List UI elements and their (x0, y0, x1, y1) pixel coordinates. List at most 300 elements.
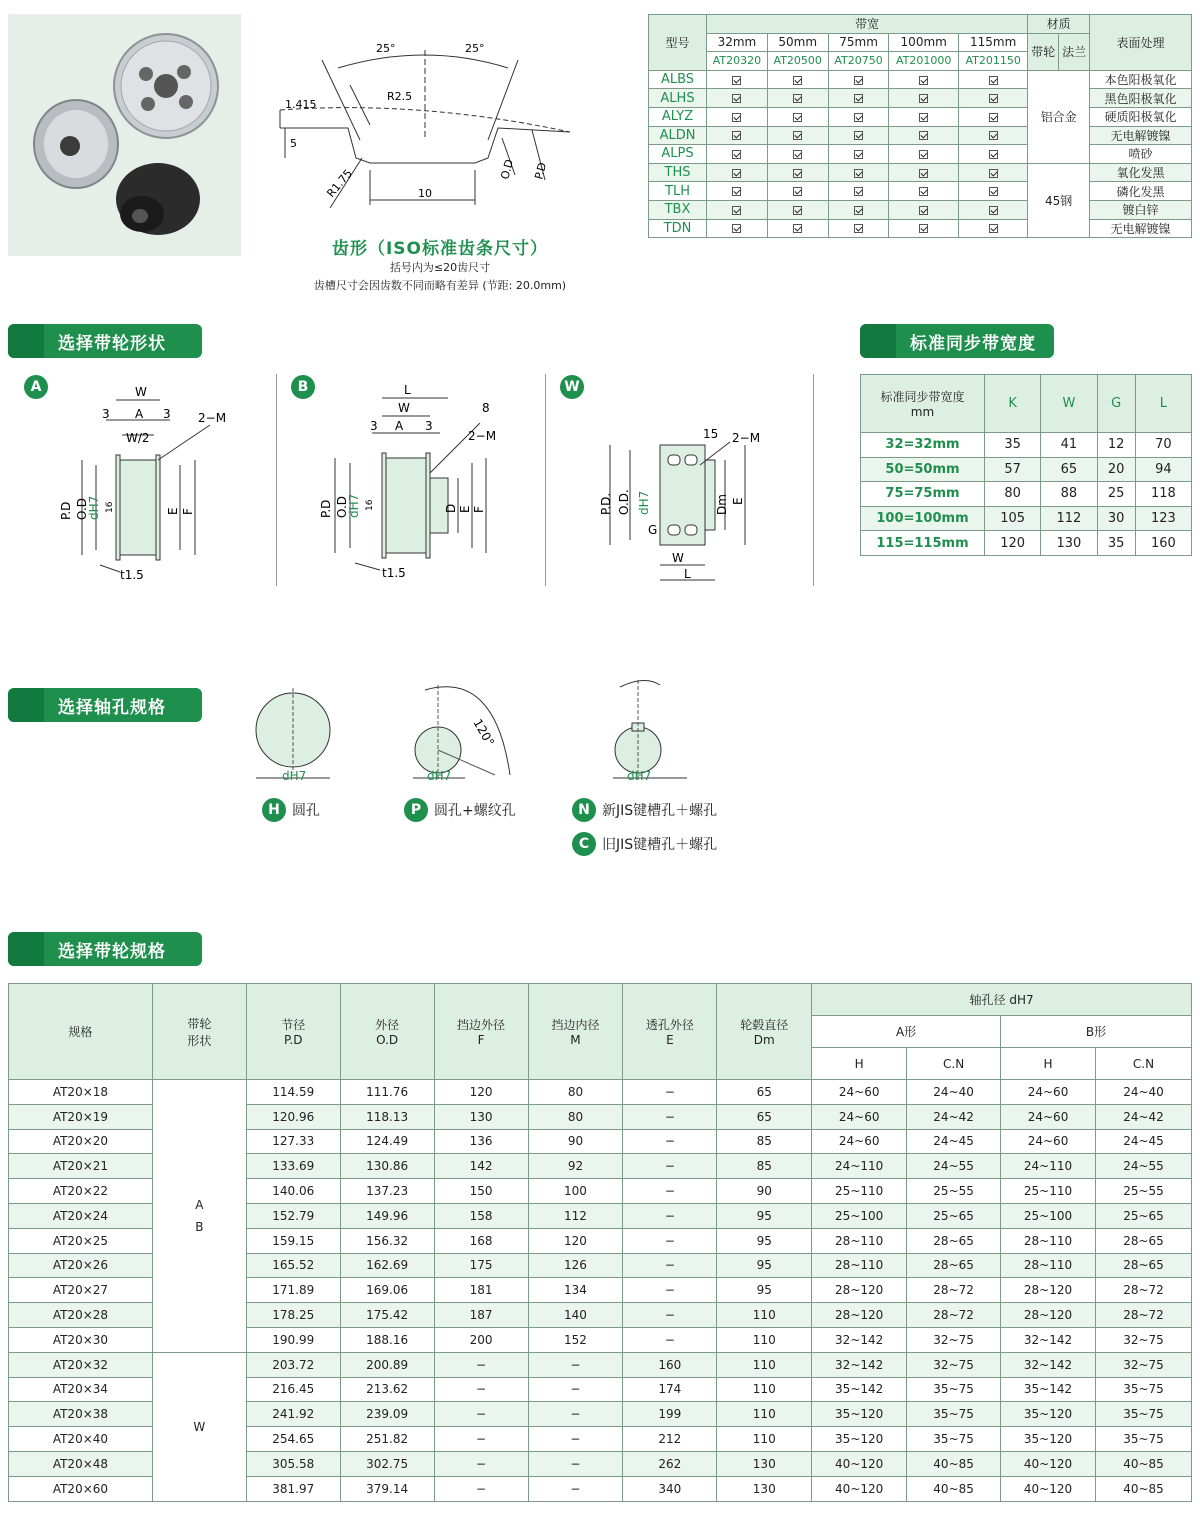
bore-p-option (404, 798, 516, 822)
width-32: 32mm (707, 33, 768, 52)
a-dim-2m: 2−M (198, 411, 227, 425)
checkbox-icon (732, 187, 741, 196)
width-code-115: AT201150 (958, 52, 1027, 71)
spec-code: AT20×25 (9, 1228, 153, 1253)
width-50: 50mm (767, 33, 828, 52)
spec-value: 152.79 (246, 1203, 340, 1228)
width-code-100: AT201000 (889, 52, 958, 71)
spec-code: AT20×30 (9, 1327, 153, 1352)
width-h-col: G (1097, 375, 1135, 433)
a-dim-3l: 3 (102, 407, 110, 421)
spec-value: 90 (528, 1129, 623, 1154)
spec-h-f: 挡边外径 F (434, 984, 528, 1080)
a-dim-f: F (181, 508, 195, 515)
spec-value: 28~120 (812, 1278, 907, 1303)
checkbox-icon (989, 187, 998, 196)
checkbox-icon (989, 150, 998, 159)
material-row (649, 219, 1192, 238)
spec-h-a-cn: C.N (907, 1048, 1001, 1080)
checkbox-icon (919, 94, 928, 103)
spec-value: 24~42 (1096, 1104, 1192, 1129)
spec-value: − (434, 1476, 528, 1501)
a-dim-t15: t1.5 (120, 568, 144, 582)
spec-value: 80 (528, 1104, 623, 1129)
header-surface: 表面处理 (1090, 15, 1192, 71)
spec-value: 28~65 (1096, 1228, 1192, 1253)
checkbox-icon (989, 113, 998, 122)
bore-n-label: 新JIS键槽孔＋螺孔 (602, 803, 718, 819)
spec-value: − (528, 1352, 623, 1377)
material-steel: 45钢 (1028, 163, 1090, 237)
spec-value: 24~40 (1096, 1080, 1192, 1105)
spec-value: 169.06 (340, 1278, 434, 1303)
spec-value: − (434, 1352, 528, 1377)
material-row (649, 163, 1192, 182)
bore-h-badge: H (262, 798, 286, 822)
width-check (958, 200, 1027, 219)
spec-value: 168 (434, 1228, 528, 1253)
header-model: 型号 (649, 15, 707, 71)
spec-value: − (434, 1402, 528, 1427)
width-check (767, 89, 828, 108)
belt-width-table (860, 374, 1192, 556)
checkbox-icon (793, 76, 802, 85)
checkbox-icon (854, 150, 863, 159)
spec-value: 90 (717, 1179, 812, 1204)
spec-value: 142 (434, 1154, 528, 1179)
spec-value: 40~85 (1096, 1451, 1192, 1476)
spec-value: 35~75 (907, 1377, 1001, 1402)
checkbox-icon (793, 113, 802, 122)
width-check (828, 70, 889, 89)
width-75: 75mm (828, 33, 889, 52)
dim-r25: R2.5 (387, 90, 413, 103)
spec-value: 35~75 (1096, 1377, 1192, 1402)
tooth-note-2: 齿槽尺寸会因齿数不同而略有差异 (节距: 20.0mm) (313, 279, 567, 292)
spec-value: 130 (717, 1476, 812, 1501)
spec-value: − (623, 1203, 717, 1228)
spec-value: 28~65 (907, 1253, 1001, 1278)
model-code: TDN (649, 219, 707, 238)
spec-value: 110 (717, 1377, 812, 1402)
shape-b-text: B (195, 1219, 204, 1234)
header-material: 材质 (1028, 15, 1090, 34)
checkbox-icon (732, 206, 741, 215)
width-check (707, 219, 768, 238)
spec-value: 150 (434, 1179, 528, 1204)
spec-value: − (434, 1427, 528, 1452)
b-dim-f: F (472, 506, 486, 513)
divider-bw (545, 374, 546, 586)
section-shape-title: 选择带轮形状 (58, 333, 166, 354)
surface-treatment: 磷化发黑 (1090, 182, 1192, 201)
width-key: 75=75mm (861, 482, 985, 507)
spec-value: 159.15 (246, 1228, 340, 1253)
width-value: 88 (1041, 482, 1097, 507)
spec-code: AT20×34 (9, 1377, 153, 1402)
checkbox-icon (793, 169, 802, 178)
spec-value: 199 (623, 1402, 717, 1427)
spec-value: − (623, 1129, 717, 1154)
bore-c-label: 旧JIS键槽孔＋螺孔 (602, 837, 718, 853)
spec-value: − (623, 1154, 717, 1179)
width-check (707, 145, 768, 164)
width-h-col: L (1135, 375, 1191, 433)
w-dim-w: W (672, 551, 684, 565)
material-row (649, 182, 1192, 201)
surface-treatment: 氧化发黑 (1090, 163, 1192, 182)
spec-value: 28~120 (812, 1303, 907, 1328)
width-value: 25 (1097, 482, 1135, 507)
a-dim-od: O.D (75, 497, 89, 520)
width-code-75: AT20750 (828, 52, 889, 71)
bore-h-diagram (250, 688, 340, 783)
checkbox-icon (793, 131, 802, 140)
surface-treatment: 无电解镀镍 (1090, 219, 1192, 238)
width-row (861, 531, 1192, 556)
w-dim-15: 15 (703, 427, 719, 441)
mat-pulley: 带轮 (1028, 33, 1059, 70)
width-check (828, 145, 889, 164)
spec-value: 190.99 (246, 1327, 340, 1352)
spec-value: 28~72 (1096, 1303, 1192, 1328)
material-row (649, 107, 1192, 126)
pulley-spec-table (8, 983, 1192, 1502)
spec-value: 178.25 (246, 1303, 340, 1328)
spec-value: − (434, 1377, 528, 1402)
spec-value: − (528, 1476, 623, 1501)
spec-value: 28~120 (1001, 1303, 1096, 1328)
checkbox-icon (854, 76, 863, 85)
width-key: 115=115mm (861, 531, 985, 556)
spec-value: 85 (717, 1154, 812, 1179)
spec-value: 239.09 (340, 1402, 434, 1427)
small-pulley-icon (34, 100, 118, 188)
width-check (889, 145, 958, 164)
b-dim-e: E (458, 505, 472, 513)
spec-value: 212 (623, 1427, 717, 1452)
width-key: 100=100mm (861, 506, 985, 531)
section-bore-title: 选择轴孔规格 (58, 697, 166, 718)
width-h-label: 标准同步带宽度 mm (861, 375, 985, 433)
spec-value: 35~120 (812, 1402, 907, 1427)
material-row (649, 200, 1192, 219)
width-check (958, 219, 1027, 238)
spec-h-od: 外径 O.D (340, 984, 434, 1080)
a-dim-w2: W/2 (126, 431, 150, 445)
spec-code: AT20×22 (9, 1179, 153, 1204)
header-width: 带宽 (707, 15, 1028, 34)
checkbox-icon (919, 206, 928, 215)
checkbox-icon (732, 76, 741, 85)
spec-value: 40~85 (1096, 1476, 1192, 1501)
width-value: 65 (1041, 457, 1097, 482)
spec-value: 120 (528, 1228, 623, 1253)
black-pulley-icon (116, 163, 200, 235)
spec-code: AT20×48 (9, 1451, 153, 1476)
spec-h-a: A形 (812, 1016, 1001, 1048)
spec-value: 28~110 (1001, 1253, 1096, 1278)
spec-code: AT20×19 (9, 1104, 153, 1129)
shape-w-diagram (590, 420, 790, 590)
spec-value: 160 (623, 1352, 717, 1377)
spec-value: 35~142 (1001, 1377, 1096, 1402)
spec-value: − (528, 1402, 623, 1427)
checkbox-icon (793, 187, 802, 196)
width-h-col: K (985, 375, 1041, 433)
b-dim-l: L (404, 383, 411, 397)
model-code: TLH (649, 182, 707, 201)
a-dim-pd: P.D (59, 501, 73, 520)
shape-a-diagram (40, 380, 240, 590)
checkbox-icon (919, 169, 928, 178)
width-code-50: AT20500 (767, 52, 828, 71)
width-check (958, 70, 1027, 89)
model-code: ALDN (649, 126, 707, 145)
checkbox-icon (732, 169, 741, 178)
spec-value: 381.97 (246, 1476, 340, 1501)
checkbox-icon (989, 76, 998, 85)
divider-w-end (813, 374, 814, 586)
spec-value: 35~120 (812, 1427, 907, 1452)
checkbox-icon (989, 94, 998, 103)
checkbox-icon (793, 206, 802, 215)
b-dim-dh7: dH7 (347, 493, 361, 518)
width-value: 20 (1097, 457, 1135, 482)
width-check (828, 219, 889, 238)
spec-value: 24~42 (907, 1104, 1001, 1129)
spec-value: 32~142 (1001, 1352, 1096, 1377)
spec-value: − (623, 1327, 717, 1352)
dim-od: O.D (498, 157, 517, 181)
spec-shape-w: W (152, 1352, 246, 1501)
width-check (889, 182, 958, 201)
b-dim-a: A (395, 419, 404, 433)
b-dim-od: O.D (335, 495, 349, 518)
spec-value: 28~110 (812, 1228, 907, 1253)
material-row (649, 145, 1192, 164)
material-row (649, 89, 1192, 108)
width-check (828, 200, 889, 219)
bore-h-dh7: dH7 (282, 769, 307, 783)
checkbox-icon (989, 169, 998, 178)
checkbox-icon (919, 224, 928, 233)
material-row (649, 126, 1192, 145)
spec-value: 35~120 (1001, 1427, 1096, 1452)
width-check (889, 89, 958, 108)
a-dim-16: 16 (105, 501, 115, 513)
surface-treatment: 本色阳极氧化 (1090, 70, 1192, 89)
spec-value: − (623, 1228, 717, 1253)
width-value: 123 (1135, 506, 1191, 531)
spec-value: 32~75 (907, 1352, 1001, 1377)
width-check (828, 163, 889, 182)
model-code: ALBS (649, 70, 707, 89)
spec-h-dm: 轮毂直径 Dm (717, 984, 812, 1080)
spec-value: − (623, 1253, 717, 1278)
spec-h-b-cn: C.N (1096, 1048, 1192, 1080)
spec-value: 111.76 (340, 1080, 434, 1105)
w-dim-e: E (731, 497, 745, 505)
checkbox-icon (854, 169, 863, 178)
width-value: 94 (1135, 457, 1191, 482)
spec-value: 216.45 (246, 1377, 340, 1402)
divider-ab (276, 374, 277, 586)
width-check (958, 182, 1027, 201)
checkbox-icon (732, 131, 741, 140)
spec-value: 110 (717, 1427, 812, 1452)
spec-value: 85 (717, 1129, 812, 1154)
bore-n-option (572, 798, 717, 822)
spec-value: 35~120 (1001, 1402, 1096, 1427)
width-100: 100mm (889, 33, 958, 52)
width-check (707, 126, 768, 145)
spec-h-b: B形 (1001, 1016, 1192, 1048)
width-code-32: AT20320 (707, 52, 768, 71)
spec-value: 254.65 (246, 1427, 340, 1452)
width-check (958, 163, 1027, 182)
spec-value: 25~100 (812, 1203, 907, 1228)
b-dim-3l: 3 (370, 419, 378, 433)
spec-value: 171.89 (246, 1278, 340, 1303)
spec-code: AT20×24 (9, 1203, 153, 1228)
bore-h-label: 圆孔 (292, 803, 320, 819)
b-dim-8: 8 (482, 401, 490, 415)
spec-value: 302.75 (340, 1451, 434, 1476)
spec-value: 28~65 (907, 1228, 1001, 1253)
width-check (889, 200, 958, 219)
spec-value: 262 (623, 1451, 717, 1476)
width-key: 32=32mm (861, 433, 985, 458)
spec-value: 35~75 (907, 1427, 1001, 1452)
section-width-title: 标准同步带宽度 (910, 333, 1036, 354)
spec-value: 24~110 (812, 1154, 907, 1179)
spec-value: 35~75 (1096, 1402, 1192, 1427)
spec-value: 158 (434, 1203, 528, 1228)
width-value: 35 (1097, 531, 1135, 556)
width-value: 105 (985, 506, 1041, 531)
spec-value: 25~55 (1096, 1179, 1192, 1204)
spec-value: 32~75 (1096, 1327, 1192, 1352)
bore-n-diagram (605, 675, 695, 785)
spec-value: 133.69 (246, 1154, 340, 1179)
dim-pd: P.D (532, 161, 550, 181)
section-spec-title: 选择带轮规格 (58, 941, 166, 962)
spec-value: 203.72 (246, 1352, 340, 1377)
width-check (707, 182, 768, 201)
spec-value: 305.58 (246, 1451, 340, 1476)
width-check (958, 107, 1027, 126)
checkbox-icon (919, 113, 928, 122)
spec-value: 24~45 (907, 1129, 1001, 1154)
model-code: THS (649, 163, 707, 182)
spec-value: 65 (717, 1104, 812, 1129)
width-check (889, 107, 958, 126)
spec-value: 156.32 (340, 1228, 434, 1253)
spec-value: 24~55 (907, 1154, 1001, 1179)
bore-p-dh7: dH7 (427, 769, 452, 783)
spec-value: 175.42 (340, 1303, 434, 1328)
width-check (767, 107, 828, 126)
model-code: ALPS (649, 145, 707, 164)
spec-h-e: 透孔外径 E (623, 984, 717, 1080)
bore-c-option (572, 832, 717, 856)
spec-value: 112 (528, 1203, 623, 1228)
tooth-profile-svg (270, 30, 600, 220)
spec-value: 120.96 (246, 1104, 340, 1129)
bore-n-dh7: dH7 (627, 769, 652, 783)
spec-value: 40~120 (812, 1476, 907, 1501)
bore-p-diagram (405, 670, 530, 785)
spec-value: − (528, 1451, 623, 1476)
spec-value: − (623, 1303, 717, 1328)
checkbox-icon (793, 224, 802, 233)
checkbox-icon (732, 113, 741, 122)
section-shape (8, 324, 202, 358)
spec-value: 251.82 (340, 1427, 434, 1452)
width-check (767, 182, 828, 201)
width-check (767, 70, 828, 89)
dim-5: 5 (290, 137, 297, 150)
bore-h-option (262, 798, 320, 822)
width-check (828, 182, 889, 201)
spec-code: AT20×28 (9, 1303, 153, 1328)
spec-value: 200.89 (340, 1352, 434, 1377)
spec-code: AT20×38 (9, 1402, 153, 1427)
width-value: 57 (985, 457, 1041, 482)
b-dim-t15: t1.5 (382, 566, 406, 580)
checkbox-icon (989, 206, 998, 215)
checkbox-icon (854, 187, 863, 196)
checkbox-icon (854, 206, 863, 215)
width-value: 112 (1041, 506, 1097, 531)
width-check (767, 126, 828, 145)
surface-treatment: 黑色阳极氧化 (1090, 89, 1192, 108)
spec-value: 165.52 (246, 1253, 340, 1278)
tooth-profile-diagram (270, 30, 600, 220)
surface-treatment: 硬质阳极氧化 (1090, 107, 1192, 126)
shape-a-badge: A (24, 375, 48, 399)
w-dim-2m: 2−M (732, 431, 761, 445)
dim-angle-left: 25° (376, 42, 396, 55)
bore-n-badge: N (572, 798, 596, 822)
spec-value: 175 (434, 1253, 528, 1278)
spec-value: 24~110 (1001, 1154, 1096, 1179)
spec-row (9, 1080, 1192, 1105)
spec-value: 35~75 (1096, 1427, 1192, 1452)
width-h-col: W (1041, 375, 1097, 433)
dim-10: 10 (418, 187, 432, 200)
spec-h-a-h: H (812, 1048, 907, 1080)
width-check (767, 200, 828, 219)
width-check (958, 145, 1027, 164)
shape-w-badge: W (560, 375, 584, 399)
spec-value: 200 (434, 1327, 528, 1352)
spec-value: 213.62 (340, 1377, 434, 1402)
spec-value: 340 (623, 1476, 717, 1501)
spec-code: AT20×26 (9, 1253, 153, 1278)
width-check (707, 89, 768, 108)
spec-value: 28~110 (812, 1253, 907, 1278)
spec-code: AT20×32 (9, 1352, 153, 1377)
pulley-image (8, 14, 241, 256)
spec-value: 95 (717, 1203, 812, 1228)
width-check (828, 126, 889, 145)
surface-treatment: 无电解镀镍 (1090, 126, 1192, 145)
w-dim-l: L (684, 567, 691, 581)
spec-value: 174 (623, 1377, 717, 1402)
spec-value: 35~142 (812, 1377, 907, 1402)
